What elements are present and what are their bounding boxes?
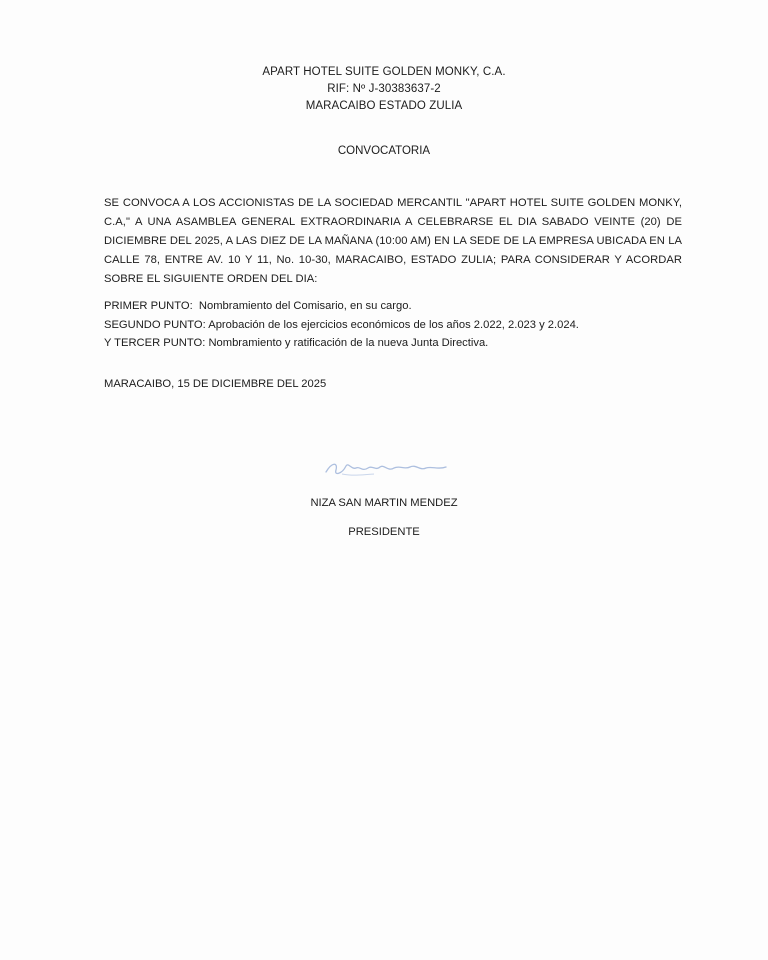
- document-header: [0, 64, 768, 115]
- agenda-item-label: Y TERCER PUNTO:: [104, 337, 206, 349]
- document-date: MARACAIBO, 15 DE DICIEMBRE DEL 2025: [104, 378, 327, 390]
- agenda-item: [104, 334, 704, 353]
- agenda-list: [104, 297, 704, 353]
- convocation-paragraph: SE CONVOCA A LOS ACCIONISTAS DE LA SOCIEDAD MERCANTIL "APART HOTEL SUITE GOLDEN MONKY, C.A," A UNA ASAMBLEA GENERAL EXTRAORDINARIA A CELEBRARSE EL DIA SABADO VEINTE (20) DE DICIEMBRE DEL 2025, A LAS DIEZ DE LA MAÑANA (10:00 AM) EN LA SEDE DE LA EMPRESA UBICADA EN LA CALLE 78, ENTRE AV. 10 Y 11, No. 10-30, MARACAIBO, ESTADO ZULIA; PARA CONSIDERAR Y ACORDAR SOBRE EL SIGUIENTE ORDEN DEL DIA:: [104, 197, 682, 285]
- agenda-item-label: PRIMER PUNTO:: [104, 300, 193, 312]
- agenda-item-label: SEGUNDO PUNTO:: [104, 318, 206, 331]
- signatory-name: NIZA SAN MARTIN MENDEZ: [310, 497, 458, 509]
- company-rif: RIF: Nº J-30383637-2: [327, 83, 441, 95]
- company-location: MARACAIBO ESTADO ZULIA: [305, 100, 463, 112]
- signatory-role: PRESIDENTE: [348, 526, 420, 538]
- agenda-item: [104, 297, 704, 316]
- agenda-item: [104, 316, 704, 335]
- handwritten-signature: [322, 454, 452, 482]
- agenda-item-text: Nombramiento del Comisario, en su cargo.: [198, 300, 412, 312]
- agenda-item-text: Aprobación de los ejercicios económicos de los años 2.022, 2.023 y 2.024.: [208, 318, 579, 331]
- agenda-item-text: Nombramiento y ratificación de la nueva Junta Directiva.: [208, 337, 489, 349]
- company-name: APART HOTEL SUITE GOLDEN MONKY, C.A.: [262, 66, 506, 78]
- document-title: CONVOCATORIA: [337, 145, 431, 157]
